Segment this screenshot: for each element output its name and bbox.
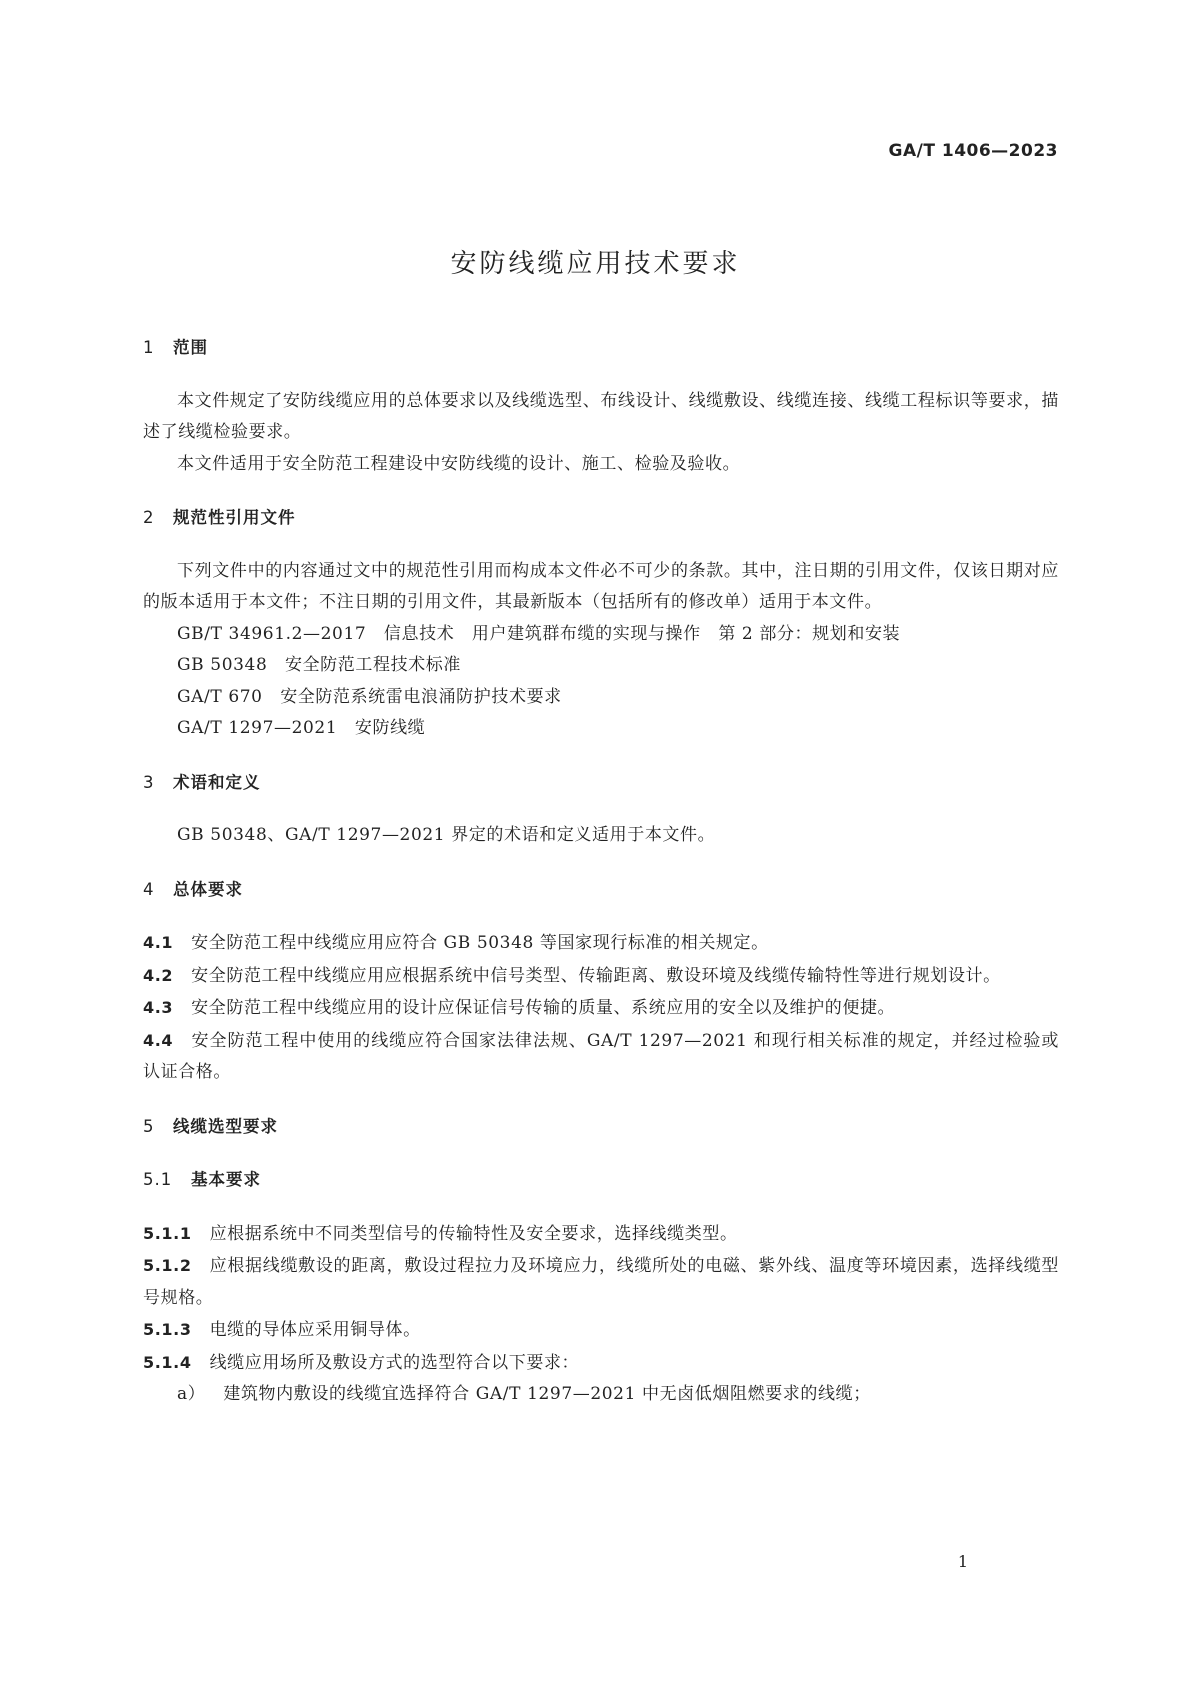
clause-text: 线缆应用场所及敷设方式的选型符合以下要求：: [209, 1352, 580, 1373]
clause-text: 安全防范工程中使用的线缆应符合国家法律法规、GA/T 1297—2021 和现行相关标准的规定，并经过检验或认证合格。: [143, 1030, 1059, 1082]
list-marker: a）: [177, 1384, 206, 1404]
reference-code: GA/T 670: [177, 686, 263, 707]
reference-item: [143, 713, 1059, 745]
section-heading-4: [143, 874, 1059, 906]
subsection-title: 基本要求: [191, 1170, 261, 1189]
reference-title: 信息技术 用户建筑群布缆的实现与操作 第 2 部分：规划和安装: [383, 623, 901, 644]
clause-text: 安全防范工程中线缆应用的设计应保证信号传输的质量、系统应用的安全以及维护的便捷。: [191, 998, 896, 1018]
paragraph: 本文件适用于安全防范工程建设中安防线缆的设计、施工、检验及验收。: [177, 453, 741, 474]
clause-text: 应根据线缆敷设的距离，敷设过程拉力及环境应力，线缆所处的电磁、紫外线、温度等环境因素，选择线缆型号规格。: [143, 1256, 1059, 1308]
paragraph: GB 50348、GA/T 1297—2021 界定的术语和定义适用于本文件。: [177, 825, 716, 845]
list-item-text: 建筑物内敷设的线缆宜选择符合 GA/T 1297—2021 中无卤低烟阻燃要求的线缆；: [223, 1384, 871, 1404]
section-number: 3: [143, 772, 155, 792]
clause-text: 应根据系统中不同类型信号的传输特性及安全要求，选择线缆类型。: [209, 1223, 738, 1244]
page-number: 1: [957, 1552, 968, 1571]
clause: [143, 1025, 1059, 1089]
section-number: 4: [143, 879, 155, 899]
clause-number: 5.1.1: [143, 1223, 192, 1243]
clause-number: 5.1.2: [143, 1256, 192, 1275]
clause: [143, 1218, 1059, 1251]
reference-code: GB/T 34961.2—2017: [177, 623, 367, 644]
standard-code: GA/T 1406—2023: [888, 141, 1058, 161]
clause-number: 4.4: [143, 1030, 174, 1050]
list-item: [143, 1379, 1059, 1411]
document-body: [143, 332, 1059, 1411]
section-title: 线缆选型要求: [173, 1116, 278, 1136]
reference-title: 安防线缆: [354, 718, 426, 738]
clause-number: 4.2: [143, 965, 174, 985]
clause-number: 5.1.4: [143, 1352, 192, 1372]
clause: [143, 1250, 1059, 1314]
clause-number: 4.3: [143, 998, 174, 1017]
document-title: 安防线缆应用技术要求: [450, 249, 741, 279]
section-number: 1: [143, 338, 155, 357]
reference-code: GA/T 1297—2021: [177, 718, 338, 738]
section-heading-5: [143, 1111, 1059, 1143]
clause: [143, 992, 1059, 1025]
clause-text: 电缆的导体应采用铜导体。: [209, 1320, 421, 1340]
subsection-heading-5-1: [143, 1164, 1059, 1196]
clause: [143, 1314, 1059, 1347]
section-title: 总体要求: [173, 879, 243, 899]
paragraph: 下列文件中的内容通过文中的规范性引用而构成本文件必不可少的条款。其中，注日期的引用文件，仅该日期对应的版本适用于本文件；不注日期的引用文件，其最新版本（包括所有的修改单）适用于本文件。: [143, 560, 1059, 612]
reference-item: [143, 650, 1059, 682]
clause: [143, 927, 1059, 960]
section-heading-3: [143, 767, 1059, 799]
reference-title: 安全防范系统雷电浪涌防护技术要求: [280, 686, 562, 707]
clause-number: 4.1: [143, 933, 174, 952]
section-heading-1: [143, 332, 1059, 364]
section-title: 术语和定义: [173, 772, 261, 792]
clause: [143, 1347, 1059, 1380]
subsection-number: 5.1: [143, 1170, 173, 1189]
clause: [143, 960, 1059, 993]
reference-item: [143, 682, 1059, 714]
reference-code: GB 50348: [177, 655, 268, 675]
clause-number: 5.1.3: [143, 1320, 192, 1339]
section-title: 范围: [173, 338, 208, 357]
reference-title: 安全防范工程技术标准: [284, 655, 461, 675]
section-title: 规范性引用文件: [173, 508, 296, 527]
clause-text: 安全防范工程中线缆应用应根据系统中信号类型、传输距离、敷设环境及线缆传输特性等进行规划设计。: [191, 965, 1001, 986]
paragraph: 本文件规定了安防线缆应用的总体要求以及线缆选型、布线设计、线缆敷设、线缆连接、线缆工程标识等要求，描述了线缆检验要求。: [143, 390, 1059, 442]
section-heading-2: [143, 502, 1059, 534]
section-number: 5: [143, 1116, 155, 1136]
clause-text: 安全防范工程中线缆应用应符合 GB 50348 等国家现行标准的相关规定。: [191, 933, 769, 953]
reference-item: [143, 619, 1059, 651]
section-number: 2: [143, 508, 155, 527]
